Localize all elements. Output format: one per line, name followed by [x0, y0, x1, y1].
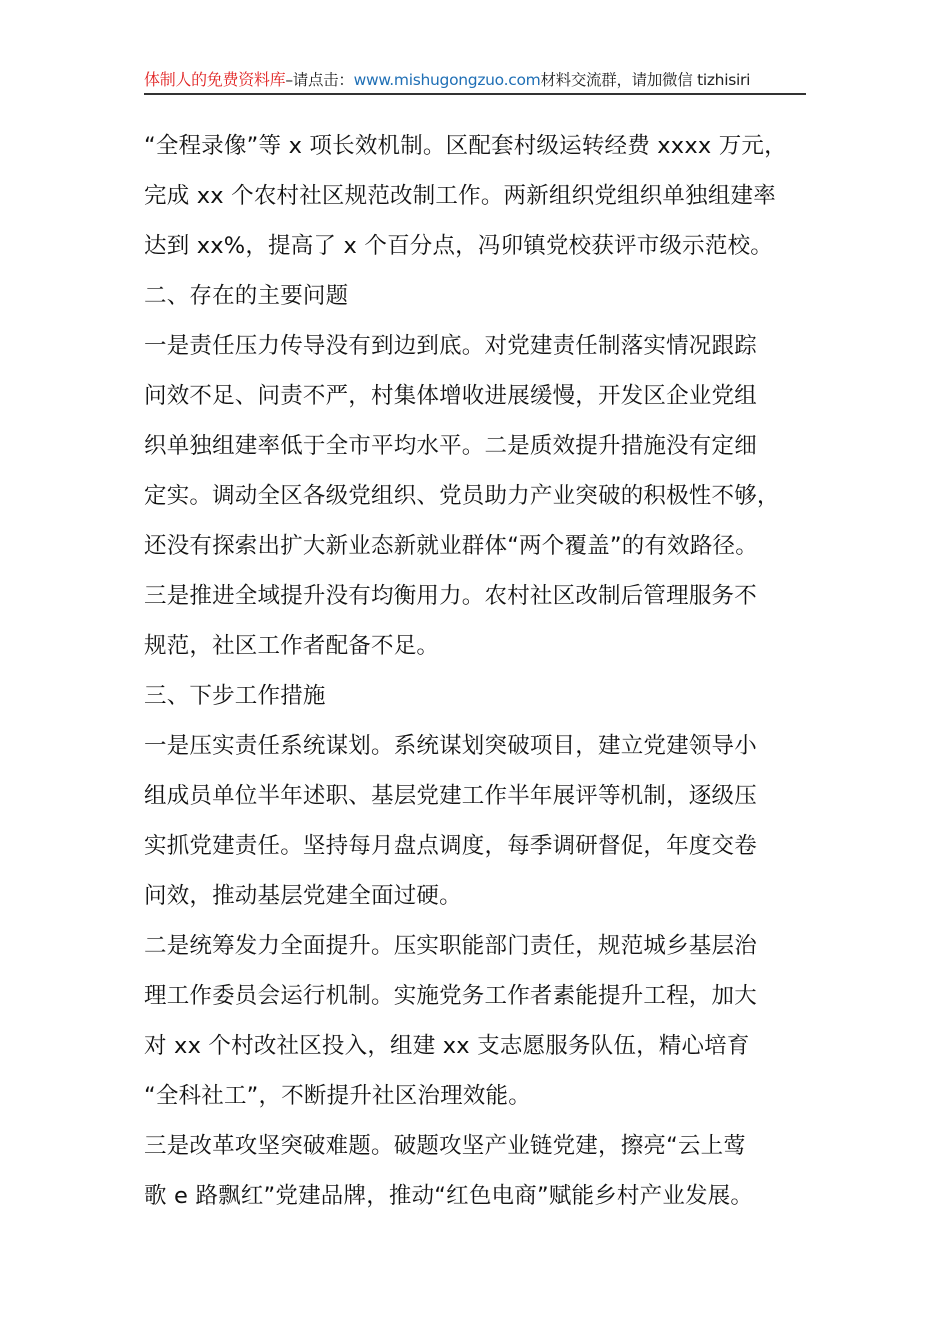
text-line: 歌 e 路飘红”党建品牌，推动“红色电商”赋能乡村产业发展。 [144, 1183, 754, 1209]
text-line: 规范，社区工作者配备不足。 [144, 633, 440, 659]
text-line: 完成 xx 个农村社区规范改制工作。两新组织党组织单独组建率 [144, 183, 776, 209]
text-line: 理工作委员会运行机制。实施党务工作者素能提升工程，加大 [144, 983, 757, 1009]
text-line: 三是改革攻坚突破难题。破题攻坚产业链党建，擦亮“云上莺 [144, 1133, 747, 1159]
text-line: 问效，推动基层党建全面过硬。 [144, 883, 462, 909]
header-link[interactable]: www.mishugongzuo.com [353, 71, 541, 89]
text-line: 二是统筹发力全面提升。压实职能部门责任，规范城乡基层治 [144, 933, 757, 959]
text-line: 一是压实责任系统谋划。系统谋划突破项目，建立党建领导小 [144, 733, 757, 759]
text-line: 定实。调动全区各级党组织、党员助力产业突破的积极性不够， [144, 483, 780, 509]
section-heading: 三、下步工作措施 [144, 683, 326, 709]
text-line: 实抓党建责任。坚持每月盘点调度，每季调研督促，年度交卷 [144, 833, 757, 859]
header-prompt: –请点击： [285, 71, 354, 89]
text-line: 问效不足、问责不严，村集体增收进展缓慢，开发区企业党组 [144, 383, 757, 409]
section-heading: 二、存在的主要问题 [144, 283, 349, 309]
text-line: 对 xx 个村改社区投入，组建 xx 支志愿服务队伍，精心培育 [144, 1033, 750, 1059]
text-line: 三是推进全域提升没有均衡用力。农村社区改制后管理服务不 [144, 583, 757, 609]
text-line: 达到 xx%，提高了 x 个百分点，冯卯镇党校获评市级示范校。 [144, 233, 773, 259]
page-header [144, 68, 806, 92]
text-line: “全程录像”等 x 项长效机制。区配套村级运转经费 xxxx 万元， [144, 133, 787, 159]
text-line: 织单独组建率低于全市平均水平。二是质效提升措施没有定细 [144, 433, 757, 459]
header-divider [144, 93, 806, 95]
header-note: 材料交流群，请加微信 tizhisiri [540, 71, 751, 89]
document-body [144, 121, 824, 1221]
text-line: 一是责任压力传导没有到边到底。对党建责任制落实情况跟踪 [144, 333, 757, 359]
header-brand: 体制人的免费资料库 [144, 70, 286, 89]
text-line: 还没有探索出扩大新业态新就业群体“两个覆盖”的有效路径。 [144, 533, 758, 559]
text-line: 组成员单位半年述职、基层党建工作半年展评等机制，逐级压 [144, 783, 757, 809]
text-line: “全科社工”，不断提升社区治理效能。 [144, 1083, 531, 1109]
